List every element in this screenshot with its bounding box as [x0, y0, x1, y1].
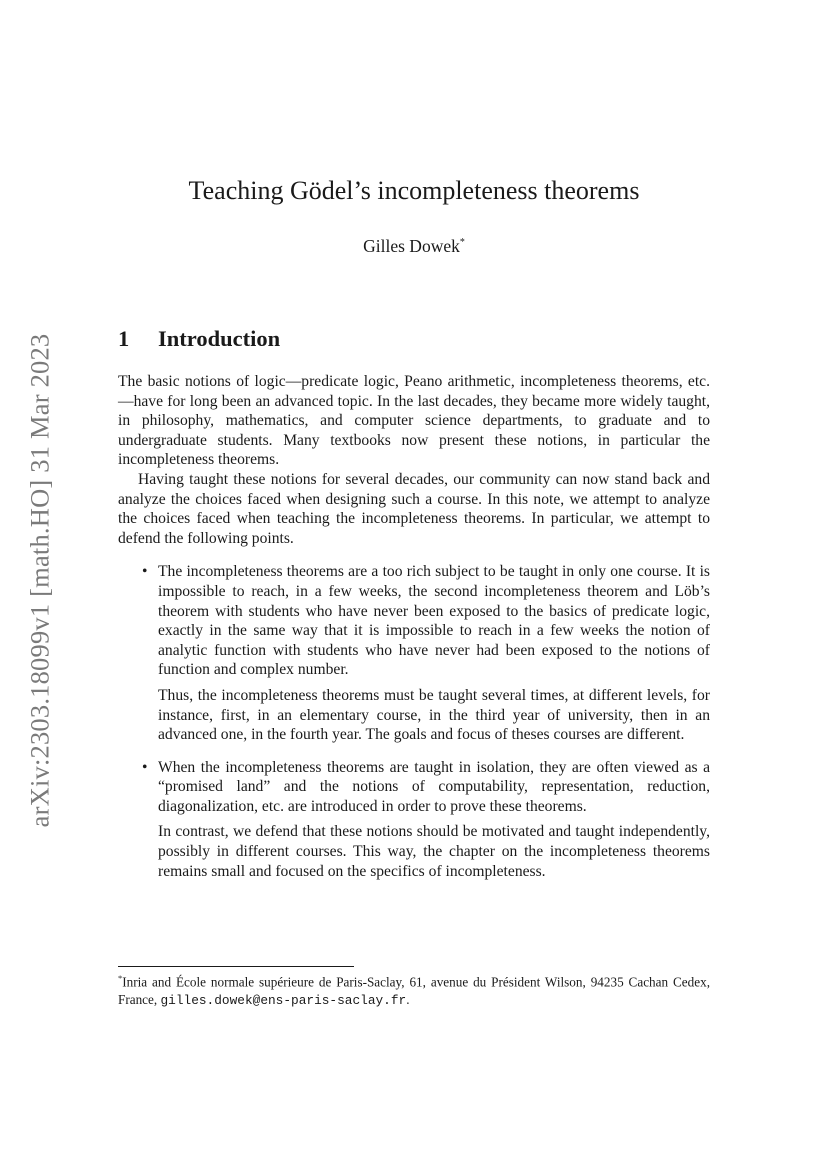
section-title: Introduction: [158, 326, 281, 351]
bullet-paragraph: The incompleteness theorems are a too rich subject to be taught in only one course. It is impossible to reach, in a few weeks, the second incompleteness theorem and Löb’s theorem with students who have never been exposed to the basics of predicate logic, exactly in the same way that it is impossible to reach in a few weeks the notion of analytic function with students who have never had been exposed to the notions of function and complex number.: [158, 563, 710, 679]
bullet-list: [118, 562, 710, 881]
bullet-paragraph: In contrast, we defend that these notions should be motivated and taught independently, possibly in different courses. This way, the chapter on the incompleteness theorems remains small and focused on the specifics of incompleteness.: [158, 823, 710, 880]
arxiv-identifier: [16, 325, 64, 835]
footnote-end: .: [406, 991, 410, 1007]
section-number: 1: [118, 326, 130, 351]
section-body: [118, 372, 710, 894]
footnote-mark: *: [118, 973, 123, 983]
bullet-icon: •: [142, 563, 148, 581]
paragraph: Having taught these notions for several decades, our community can now stand back and analyze the choices faced when designing such a course. In this note, we attempt to analyze the choices faced when teaching the incompleteness theorems. In particular, we attempt to defend the following points.: [118, 470, 710, 547]
bullet-item: [118, 562, 710, 744]
bullet-icon: •: [142, 758, 148, 776]
arxiv-identifier-text: arXiv:2303.18099v1 [math.HO] 31 Mar 2023: [24, 333, 55, 827]
bullet-paragraph: Thus, the incompleteness theorems must be taught several times, at different levels, for instance, first, in an elementary course, in the third year of university, then in an advanced one, in the fourth year. The goals and focus of theses courses are different.: [158, 686, 710, 744]
author-line: [118, 236, 710, 257]
footnote-email: gilles.dowek@ens-paris-saclay.fr: [160, 992, 407, 1008]
footnote-text: Inria and École normale supérieure de Paris-Saclay, 61, avenue du Président Wilson, 94235 Cachan Cedex, France,: [118, 974, 710, 1007]
paragraph: The basic notions of logic—predicate logic, Peano arithmetic, incompleteness theorems, etc.—have for long been an advanced topic. In the last decades, they became more widely taught, in philosophy, mathematics, and computer science departments, to graduate and to undergraduate students. Many textbooks now present these notions, in particular the incompleteness theorems.: [118, 373, 710, 469]
bullet-item: [118, 758, 710, 882]
bullet-paragraph: When the incompleteness theorems are taught in isolation, they are often viewed as a “promised land” and the notions of computability, representation, reduction, diagonalization, etc. are introduced in order to prove these theorems.: [158, 758, 710, 815]
author-name: Gilles Dowek: [363, 236, 460, 256]
footnote: [118, 970, 710, 1009]
paper-title: Teaching Gödel’s incompleteness theorems: [188, 176, 640, 205]
section-heading: [118, 326, 280, 352]
author-footnote-mark: *: [459, 237, 465, 249]
footnote-rule: [118, 966, 354, 967]
